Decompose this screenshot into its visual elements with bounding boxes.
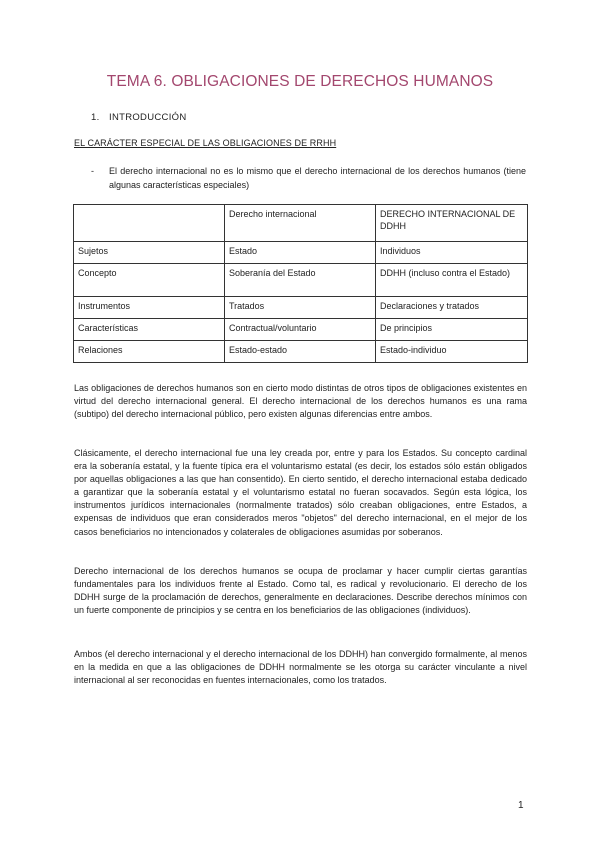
table-cell: Instrumentos: [74, 297, 225, 319]
subsection-title: EL CARÁCTER ESPECIAL DE LAS OBLIGACIONES DE RRHH: [74, 138, 337, 148]
paragraph: Las obligaciones de derechos humanos son en cierto modo distintas de otros tipos de obligaciones existentes en virtud del derecho internacional general. El derecho internacional de los derechos humanos es una rama (subtipo) del derecho internacional público, pero existen algunas diferencias entre ambos.: [74, 383, 527, 420]
table-cell: Estado-estado: [225, 341, 376, 363]
table-cell: Contractual/voluntario: [225, 319, 376, 341]
section-heading: [91, 112, 187, 123]
table-row: [74, 264, 528, 297]
table-row: [74, 319, 528, 341]
section-number: 1.: [91, 112, 100, 123]
table-cell: Tratados: [225, 297, 376, 319]
table-cell: Estado-individuo: [376, 341, 528, 363]
table-header-row: [74, 205, 528, 242]
table-cell: Derecho internacional: [225, 205, 376, 242]
bullet-item: [91, 165, 526, 192]
table-cell: De principios: [376, 319, 528, 341]
table-cell: [74, 205, 225, 242]
table-cell: Soberanía del Estado: [225, 264, 376, 297]
table-cell: DERECHO INTERNACIONAL DE DDHH: [376, 205, 528, 242]
table-row: [74, 341, 528, 363]
bullet-dash: -: [91, 166, 94, 176]
table-cell: Concepto: [74, 264, 225, 297]
page-number: 1: [518, 800, 524, 811]
bullet-text: El derecho internacional no es lo mismo que el derecho internacional de los derechos humanos (tiene algunas características especiales): [109, 166, 526, 190]
table-cell: DDHH (incluso contra el Estado): [376, 264, 528, 297]
table-cell: Características: [74, 319, 225, 341]
paragraph: Ambos (el derecho internacional y el derecho internacional de los DDHH) han convergido formalmente, al menos en la medida en que a las obligaciones de DDHH normalmente se les otorga su carácter vinculante a nivel internacional al ser reconocidas en fuentes internacionales, como los tratados.: [74, 649, 527, 686]
comparison-table: [73, 204, 528, 363]
table-cell: Estado: [225, 242, 376, 264]
table-cell: Relaciones: [74, 341, 225, 363]
table-row: [74, 297, 528, 319]
paragraph: Clásicamente, el derecho internacional fue una ley creada por, entre y para los Estados. Su concepto cardinal era la soberanía estatal, y la fuente típica era el voluntarismo estatal (es decir, los estados sólo están obligados por aquellas obligaciones a las que han consentido). En cierto sentido, el derecho internacional estaba dedicado a garantizar que la soberanía estatal y el voluntarismo estatal no fueran socavados. Según esta lógica, los instrumentos jurídicos internacionales (normalmente tratados) sólo creaban obligaciones, entre Estados, a expensas de individuos que eran considerados meros "objetos" del derecho internacional, en el mejor de los casos beneficiarios no intencionados y colaterales de obligaciones asumidas por soberanos.: [74, 448, 527, 537]
table-cell: Declaraciones y tratados: [376, 297, 528, 319]
table-cell: Individuos: [376, 242, 528, 264]
section-label: INTRODUCCIÓN: [109, 112, 187, 123]
document-title: TEMA 6. OBLIGACIONES DE DERECHOS HUMANOS: [106, 73, 494, 90]
paragraph: Derecho internacional de los derechos humanos se ocupa de proclamar y hacer cumplir ciertas garantías fundamentales para los individuos frente al Estado. Como tal, es radical y revolucionario. El derecho de los DDHH surge de la proclamación de derechos, generalmente en declaraciones. Describe derechos mínimos con un fuerte componente de principios y se centra en los beneficiarios de las obligaciones (individuos).: [74, 566, 527, 616]
table-row: [74, 242, 528, 264]
table-cell: Sujetos: [74, 242, 225, 264]
